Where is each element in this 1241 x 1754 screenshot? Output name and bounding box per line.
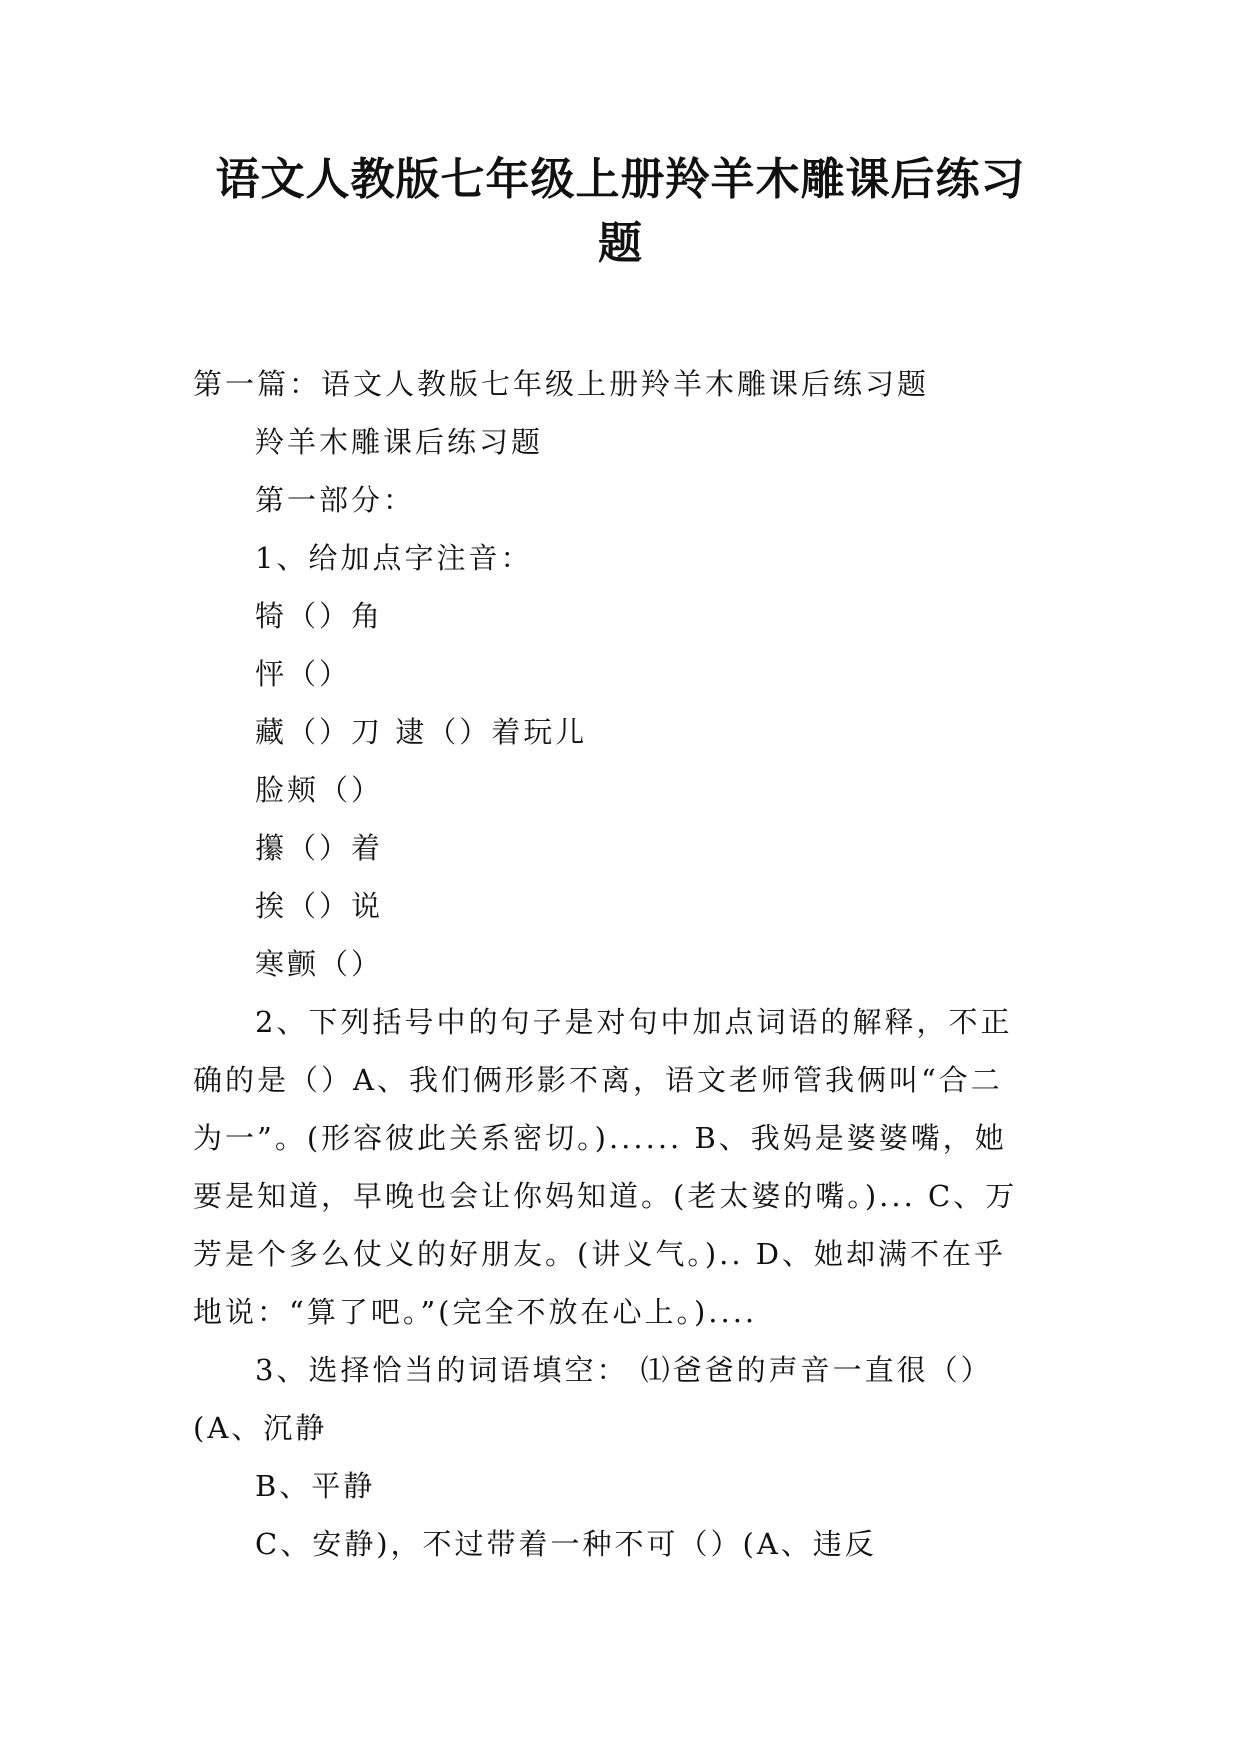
question-2-line: 确的是（）A、我们俩形影不离，语文老师管我俩叫“合二 — [193, 1063, 1003, 1097]
question-3-option: C、安静)，不过带着一种不可（）(A、违反 — [255, 1527, 877, 1561]
pinyin-item: 犄（）角 — [255, 599, 384, 633]
document-body — [193, 355, 1055, 1573]
question-3 — [193, 1341, 1055, 1573]
title-line-2: 题 — [598, 218, 643, 269]
section-heading: 第一篇：语文人教版七年级上册羚羊木雕课后练习题 — [193, 367, 930, 401]
pinyin-item: 寒颤（） — [255, 947, 384, 981]
question-2-line: 芳是个多么仗义的好朋友。(讲义气。).. D、她却满不在乎 — [193, 1237, 1007, 1271]
pinyin-item: 脸颊（） — [255, 773, 384, 807]
question-2-line: 为一”。(形容彼此关系密切。)...... B、我妈是婆婆嘴，她 — [193, 1121, 1007, 1155]
part-heading: 第一部分： — [255, 483, 416, 517]
pinyin-item: 怦（） — [255, 657, 352, 691]
title-line-1: 语文人教版七年级上册羚羊木雕课后练习 — [215, 154, 1026, 205]
question-2 — [193, 993, 1055, 1341]
question-3-option: (A、沉静 — [193, 1411, 328, 1445]
question-2-line: 要是知道，早晚也会让你妈知道。(老太婆的嘴。)... C、万 — [193, 1179, 1018, 1213]
subtitle: 羚羊木雕课后练习题 — [255, 425, 544, 459]
pinyin-item: 藏（）刀 逮（）着玩儿 — [255, 715, 588, 749]
question-3-line: 3、选择恰当的词语填空： ⑴爸爸的声音一直很（） — [255, 1353, 993, 1387]
pinyin-item: 攥（）着 — [255, 831, 384, 865]
document-title — [150, 148, 1091, 276]
question-1: 1、给加点字注音： — [255, 541, 533, 575]
question-2-line: 2、下列括号中的句子是对句中加点词语的解释，不正 — [255, 1005, 1013, 1039]
pinyin-item: 挨（）说 — [255, 889, 384, 923]
question-3-option: B、平静 — [255, 1469, 376, 1503]
question-2-line: 地说：“算了吧。”(完全不放在心上。).... — [193, 1295, 758, 1329]
